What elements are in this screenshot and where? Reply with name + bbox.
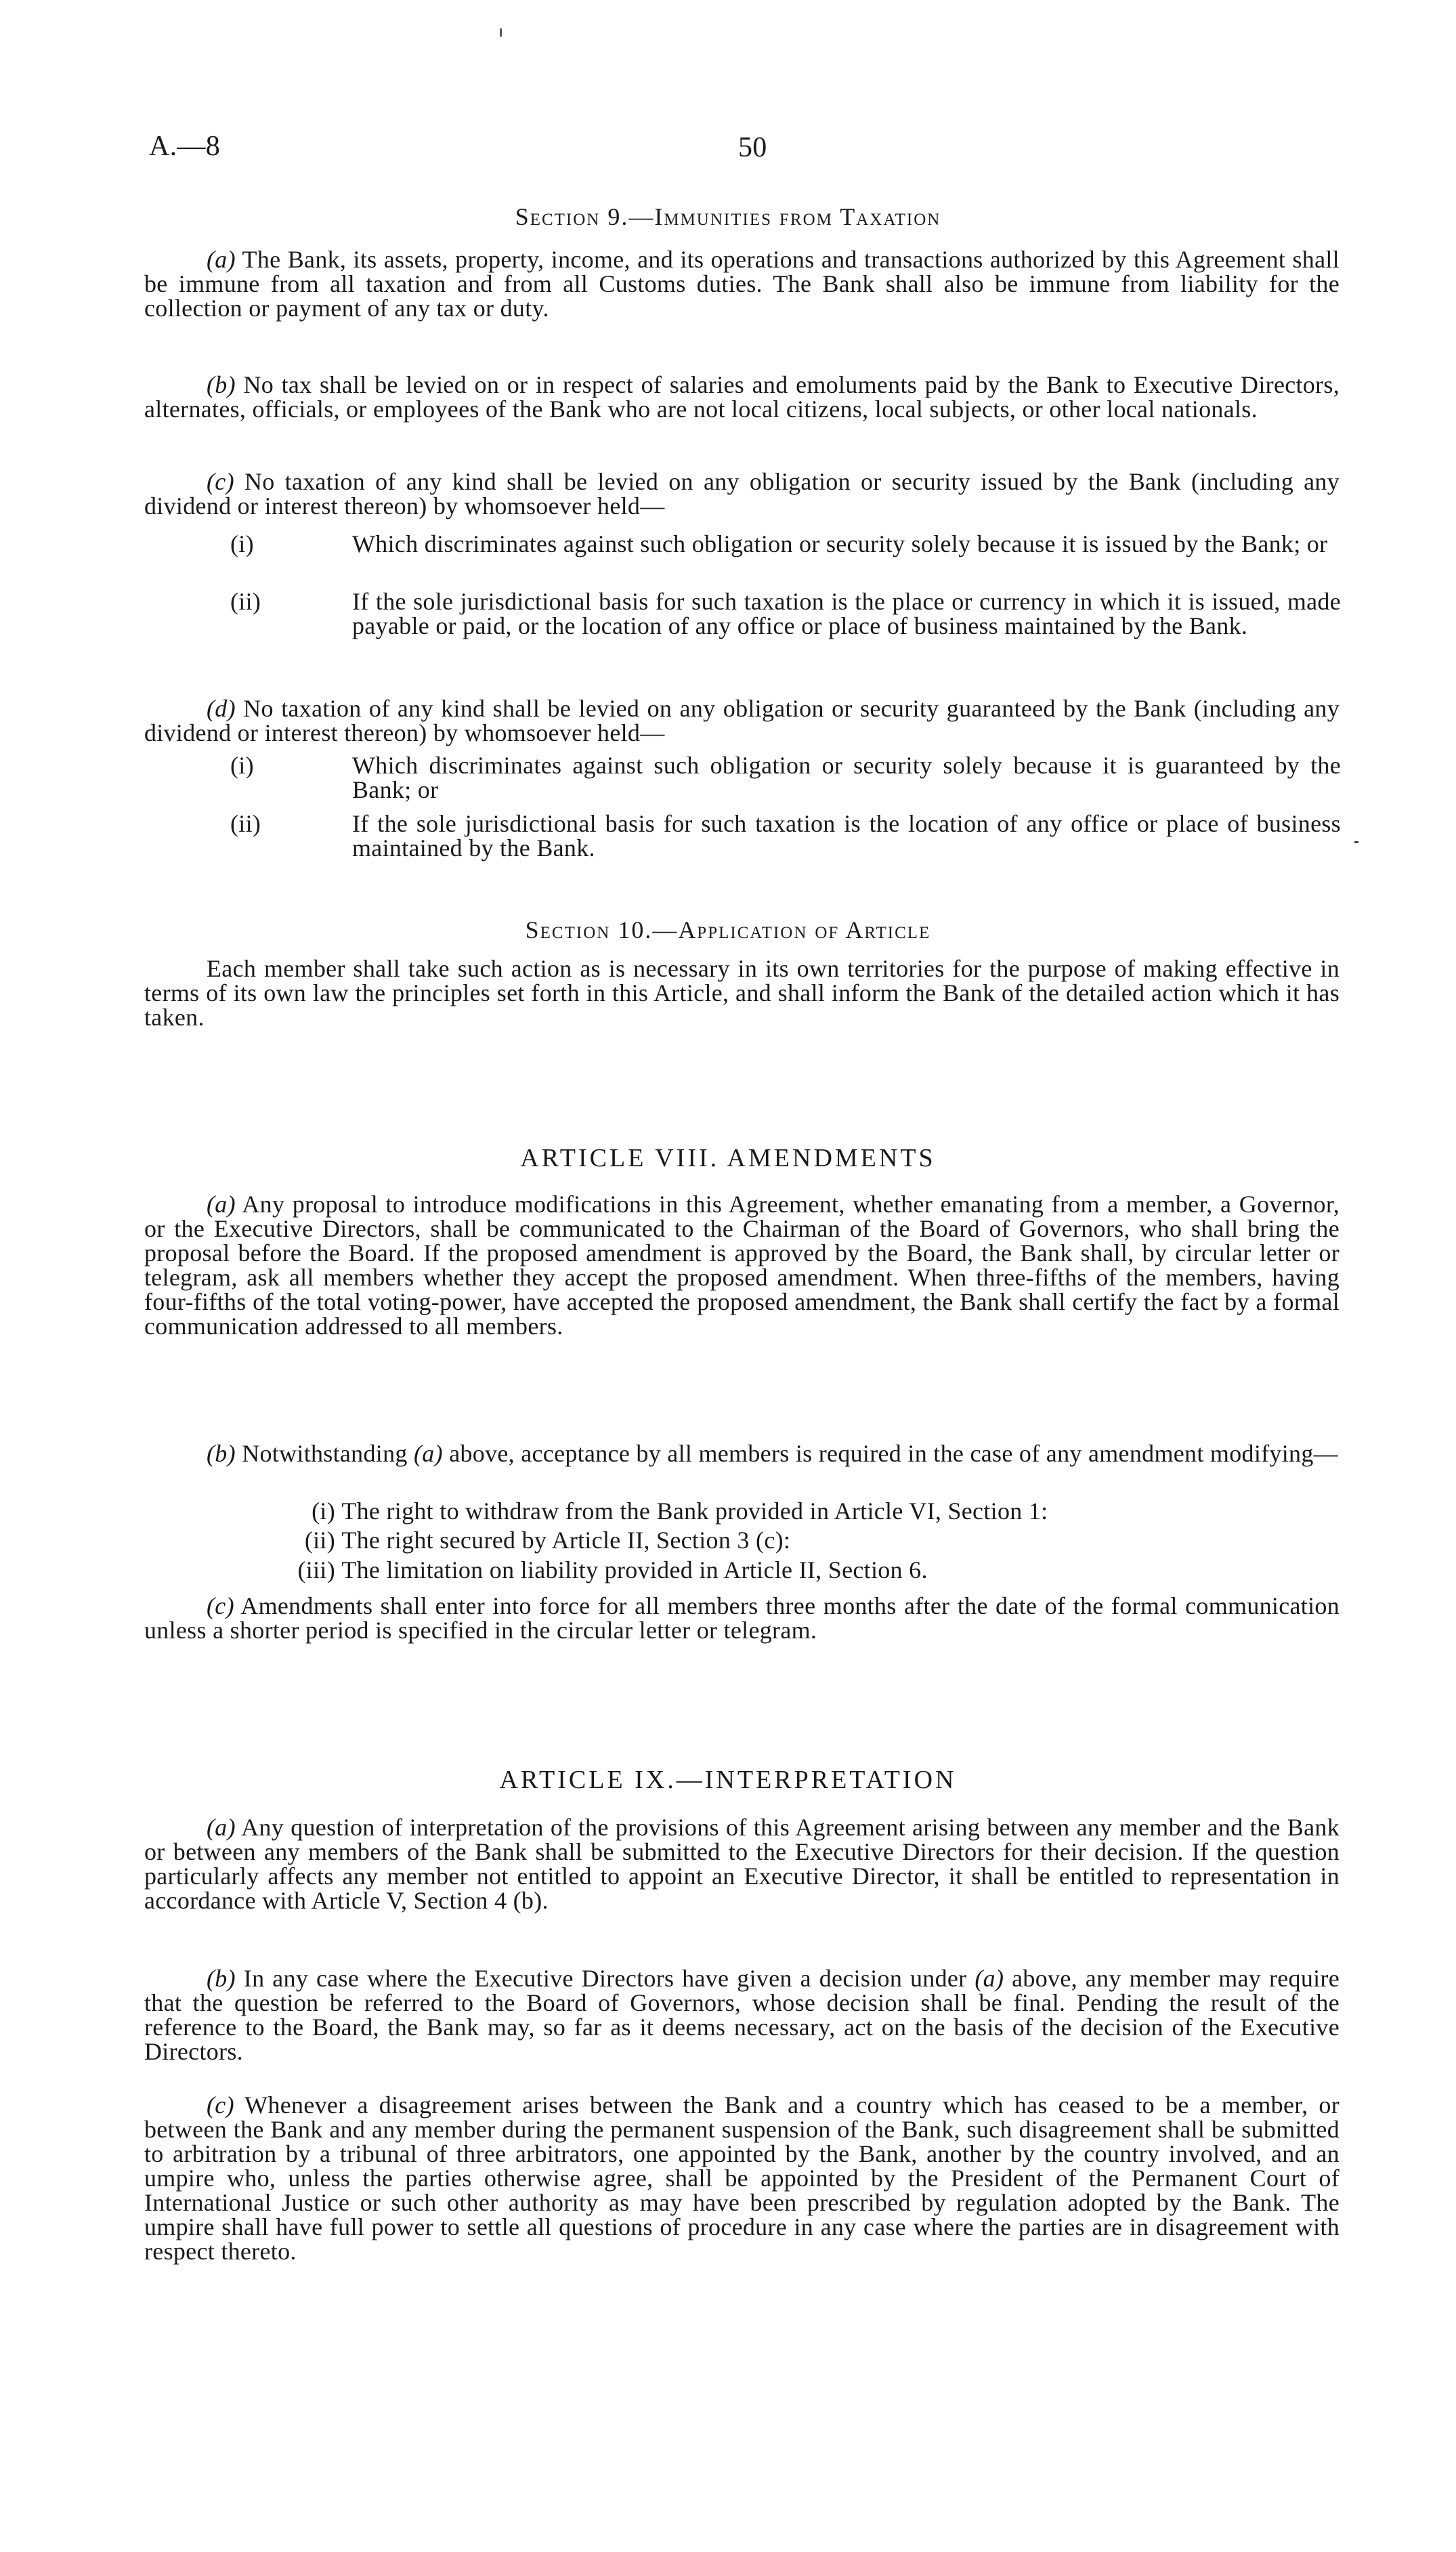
section-10-title: Section 10.—Application of Article [525, 916, 931, 943]
paragraph-label: (d) [207, 695, 236, 722]
item-text: The right to withdraw from the Bank provided in Article VI, Section 1: [341, 1497, 1048, 1525]
section-9-d-item-ii [230, 810, 1341, 862]
paragraph-text: Notwithstanding [235, 1440, 414, 1467]
item-text: If the sole jurisdictional basis for such taxation is the place or currency in which it is issued, made payable or paid, or the location of any office or place of business maintained by the Bank. [352, 588, 1341, 639]
paragraph-label: (c) [207, 2091, 234, 2119]
paragraph-label: (a) [207, 1191, 236, 1218]
paragraph-label: (b) [207, 1965, 236, 1992]
item-number: (ii) [230, 810, 261, 837]
item-number: (ii) [230, 588, 261, 615]
paragraph-label: (c) [207, 1592, 234, 1619]
section-9-paragraph-b [144, 373, 1340, 421]
section-9-paragraph-d [144, 696, 1340, 745]
paragraph-text: In any case where the Executive Directors have given a decision under [235, 1965, 975, 1992]
section-9-title: Section 9.—Immunities from Taxation [515, 203, 941, 230]
item-number: (i) [230, 752, 254, 779]
scan-mark [500, 28, 502, 37]
item-text: The right secured by Article II, Section 3 (c): [341, 1527, 791, 1554]
item-number: (i) [230, 530, 254, 557]
item-text: The limitation on liability provided in Article II, Section 6. [341, 1556, 928, 1583]
paragraph-text: Amendments shall enter into force for all members three months after the date of the formal communication unless a shorter period is specified in the circular letter or telegram. [144, 1592, 1340, 1644]
paragraph-text: No tax shall be levied on or in respect of salaries and emoluments paid by the Bank to Executive Directors, alternates, officials, or employees of the Bank who are not local citizens, local subjects, or other local nationals. [144, 371, 1340, 423]
paragraph-reference: (a) [414, 1440, 443, 1467]
article-8-b-item-iii [267, 1558, 1351, 1582]
section-9-c-item-ii [230, 588, 1341, 639]
article-9-paragraph-c [144, 2093, 1340, 2263]
article-8-b-item-ii [267, 1528, 1351, 1552]
paragraph-text: The Bank, its assets, property, income, and its operations and transactions authorized by this Agreement shall be immune from all taxation and from all Customs duties. The Bank shall also be immune from liability for the collection or payment of any tax or duty. [144, 246, 1340, 322]
section-9-paragraph-a [144, 247, 1340, 320]
paragraph-label: (a) [207, 246, 236, 273]
paragraph-text: above, any member may require that the question be referred to the Board of Governors, whose decision shall be final. Pending the result of the reference to the Board, the Bank may, so far as it deems necessary, act on the basis of the decision of the Executive Directors. [144, 1965, 1340, 2065]
paragraph-reference: (a) [975, 1965, 1004, 1992]
item-text: If the sole jurisdictional basis for such taxation is the location of any office or place of business maintained by the Bank. [352, 810, 1341, 862]
paragraph-text: No taxation of any kind shall be levied on any obligation or security guaranteed by the Bank (including any dividend or interest thereon) by whomsoever held— [144, 695, 1340, 746]
article-8-title: ARTICLE VIII. AMENDMENTS [520, 1144, 936, 1172]
article-9-paragraph-b [144, 1966, 1340, 2064]
section-10-paragraph: Each member shall take such action as is necessary in its own territories for the purpose of making effective in terms of its own law the principles set forth in this Article, and shall inform the Bank of the detailed action which it has taken. [144, 955, 1340, 1031]
item-text: Which discriminates against such obligation or security solely because it is guaranteed by the Bank; or [352, 752, 1341, 803]
paragraph-text: No taxation of any kind shall be levied on any obligation or security issued by the Bank (including any dividend or interest thereon) by whomsoever held— [144, 468, 1340, 519]
paragraph-text: Any proposal to introduce modifications in this Agreement, whether emanating from a member, a Governor, or the Executive Directors, shall be communicated to the Chairman of the Board of Governors, who shall bring the proposal before the Board. If the proposed amendment is approved by the Board, the Bank shall, by circular letter or telegram, ask all members whether they accept the proposed amendment. When three-fifths of the members, having four-fifths of the total voting-power, have accepted the proposed amendment, the Bank shall certify the fact by a formal communication addressed to all members. [144, 1191, 1340, 1340]
item-number: (ii) [304, 1527, 335, 1554]
article-8-paragraph-b [144, 1441, 1340, 1466]
item-number: (iii) [297, 1556, 335, 1583]
article-8-b-item-i [267, 1499, 1351, 1523]
paragraph-label: (b) [207, 1440, 236, 1467]
paragraph-label: (a) [207, 1814, 236, 1841]
section-9-d-item-i [230, 752, 1341, 803]
paragraph-text: Whenever a disagreement arises between the Bank and a country which has ceased to be a member, or between the Bank and any member during the permanent suspension of the Bank, such disagreement shall be submitted to arbitration by a tribunal of three arbitrators, one appointed by the Bank, another by the country involved, and an umpire who, unless the parties otherwise agree, shall be appointed by the President of the Permanent Court of International Justice or such other authority as may have been prescribed by regulation adopted by the Bank. The umpire shall have full power to settle all questions of procedure in any case where the parties are in disagreement with respect thereto. [144, 2091, 1340, 2265]
scan-mark [1354, 841, 1358, 843]
paragraph-text: above, acceptance by all members is required in the case of any amendment modifying— [442, 1440, 1338, 1467]
paragraph-label: (c) [207, 468, 234, 495]
item-text: Which discriminates against such obligation or security solely because it is issued by the Bank; or [352, 530, 1328, 557]
document-reference: A.—8 [149, 131, 221, 162]
item-number: (i) [312, 1497, 335, 1525]
article-8-paragraph-a [144, 1192, 1340, 1338]
article-9-paragraph-a [144, 1815, 1340, 1913]
paragraph-text: Any question of interpretation of the provisions of this Agreement arising between any member and the Bank or between any members of the Bank shall be submitted to the Executive Directors for their decision. If the question particularly affects any member not entitled to appoint an Executive Director, it shall be entitled to representation in accordance with Article V, Section 4 (b). [144, 1814, 1340, 1914]
section-9-paragraph-c [144, 469, 1340, 518]
article-8-paragraph-c [144, 1594, 1340, 1642]
section-9-c-item-i [230, 530, 1341, 557]
paragraph-label: (b) [207, 371, 236, 398]
article-9-title: ARTICLE IX.—INTERPRETATION [499, 1766, 957, 1794]
page-number: 50 [738, 132, 767, 163]
